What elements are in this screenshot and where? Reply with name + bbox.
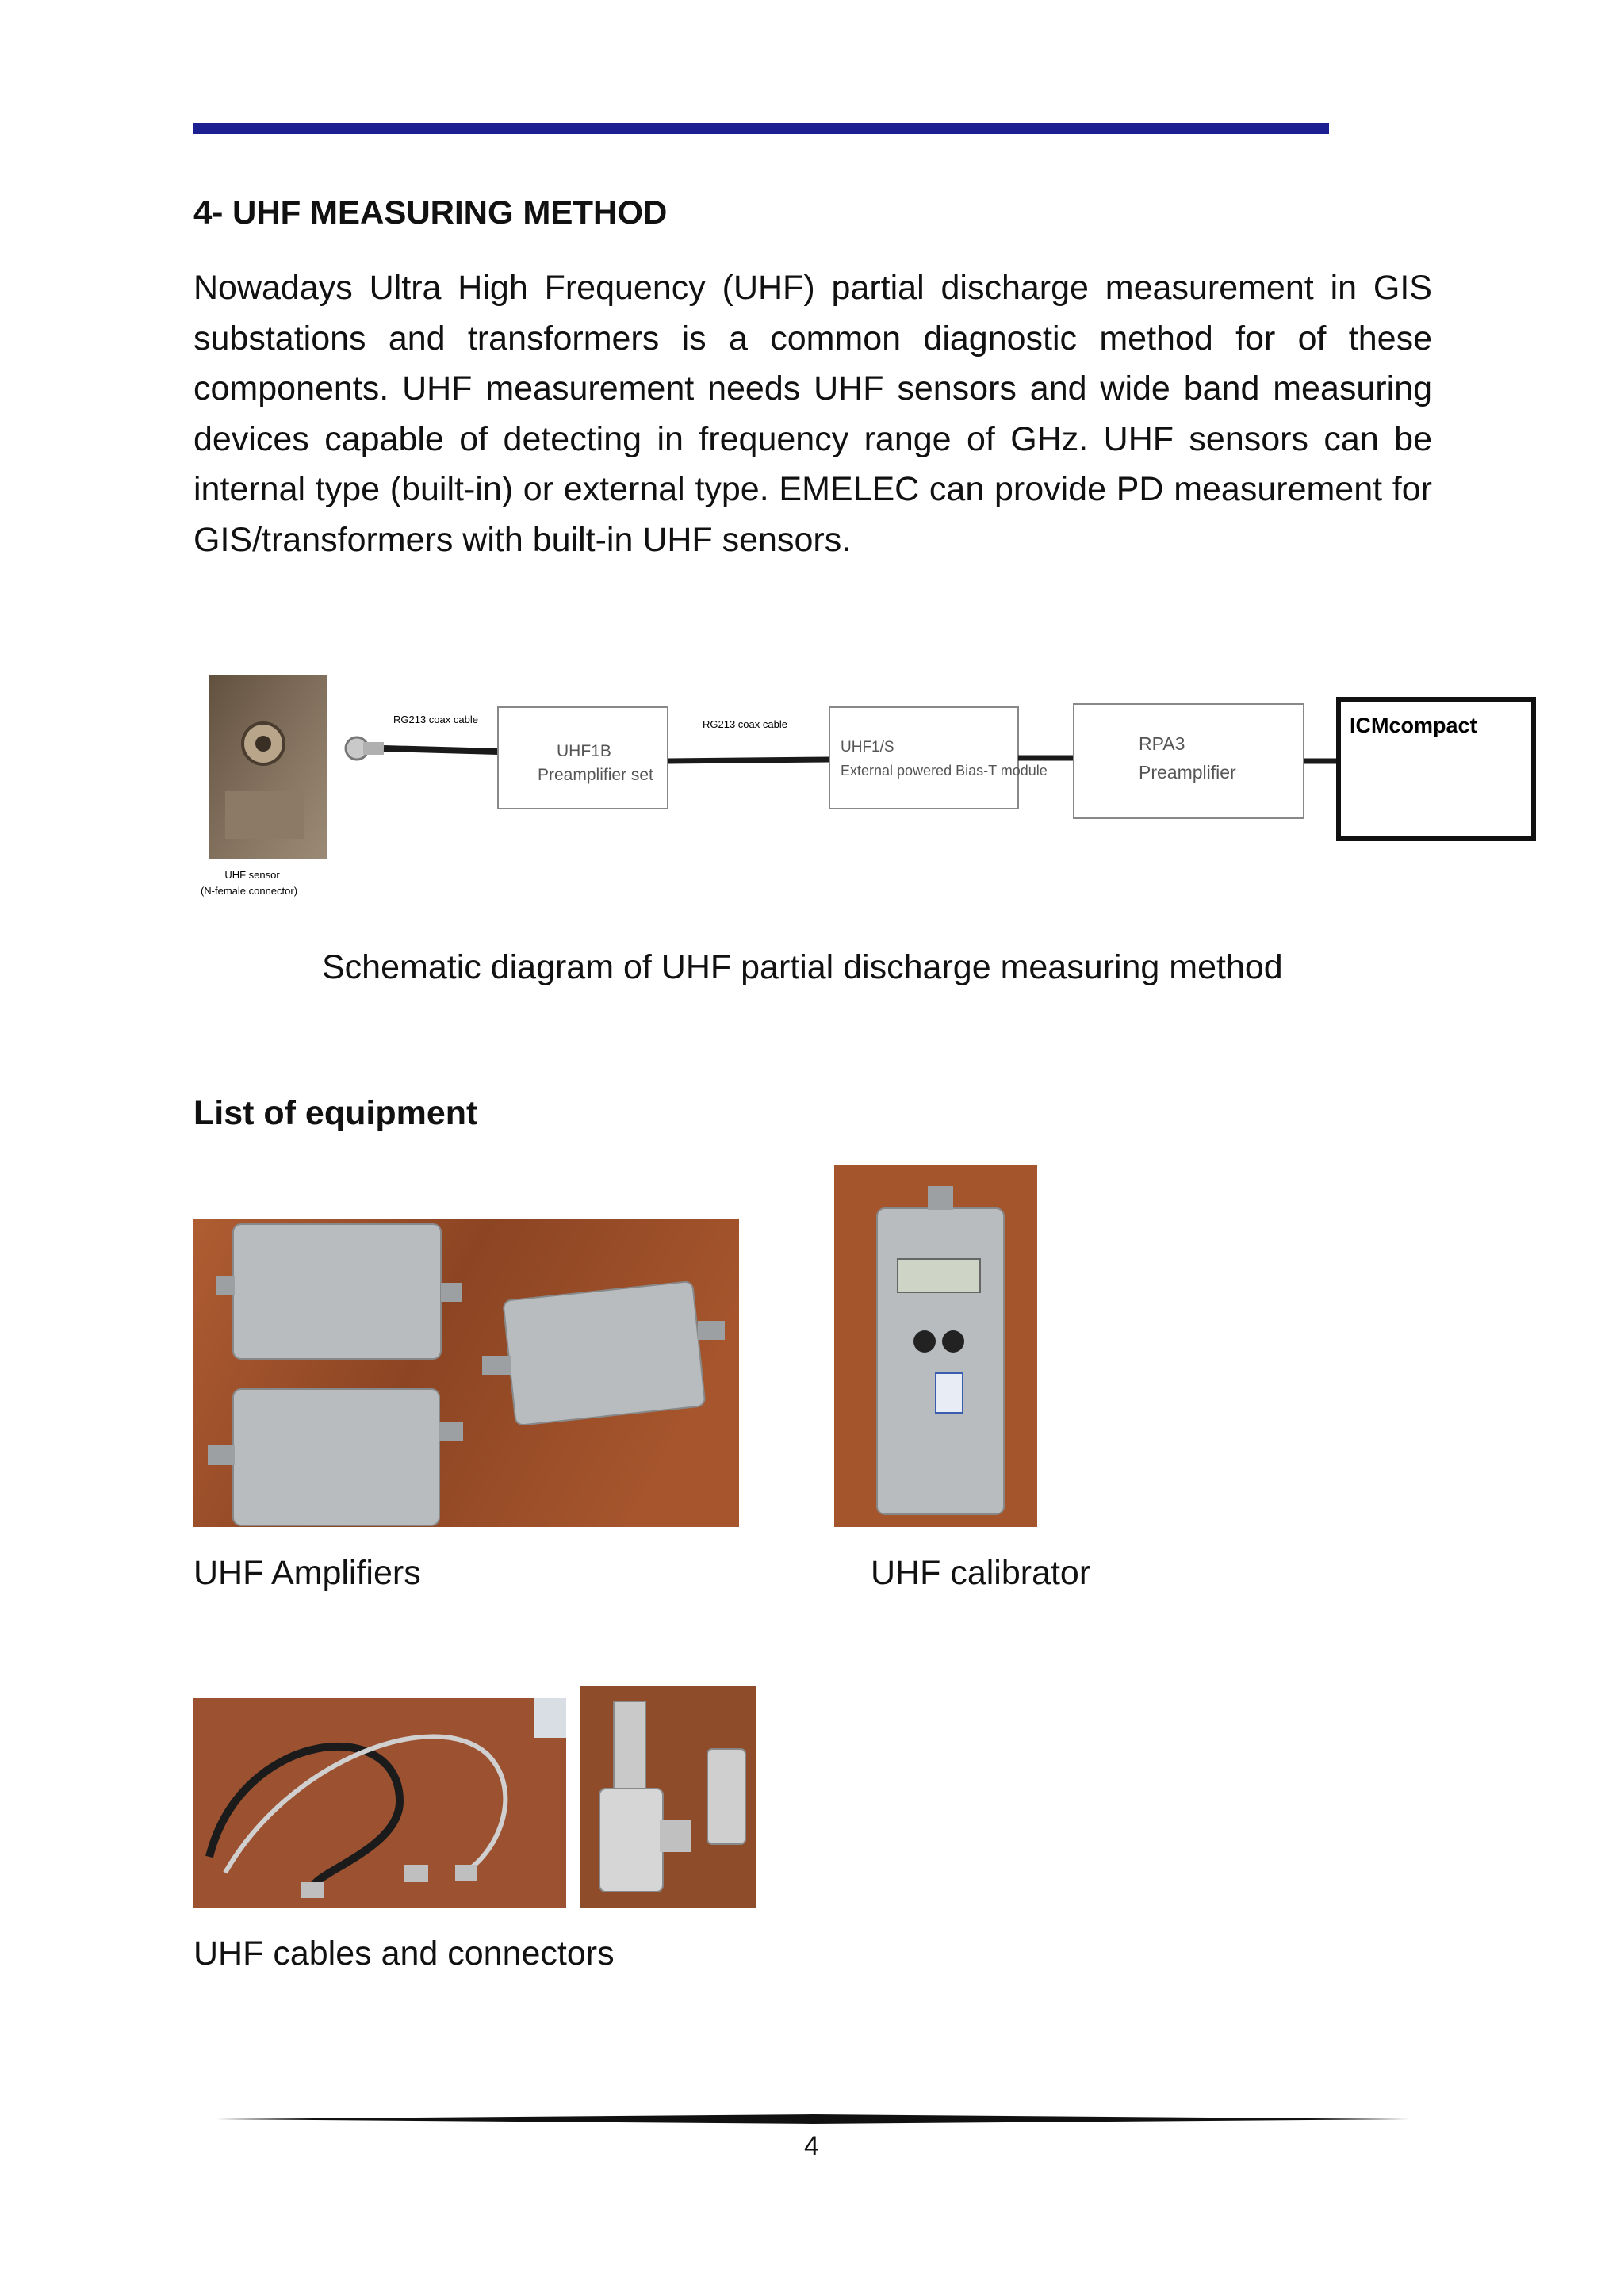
uhf-cables-photo bbox=[193, 1698, 566, 1908]
amplifiers-caption: UHF Amplifiers bbox=[193, 1554, 421, 1592]
box1-line1: UHF1B bbox=[557, 742, 611, 760]
coax-cable-2 bbox=[668, 760, 829, 761]
uhf-sensor-photo bbox=[209, 675, 327, 859]
rpa3-box bbox=[1074, 704, 1304, 818]
sensor-label-line2: (N-female connector) bbox=[200, 885, 298, 897]
cables-caption: UHF cables and connectors bbox=[193, 1934, 615, 1973]
uhf-connectors-photo bbox=[580, 1686, 756, 1908]
uhf-calibrator-photo bbox=[834, 1165, 1037, 1527]
box1-line2: Preamplifier set bbox=[538, 766, 653, 784]
box3-line2: Preamplifier bbox=[1139, 762, 1236, 783]
diagram-caption: Schematic diagram of UHF partial discharge measuring method bbox=[322, 948, 1283, 986]
box3-line1: RPA3 bbox=[1139, 733, 1185, 754]
box2-line1: UHF1/S bbox=[841, 739, 894, 756]
cable2-label: RG213 coax cable bbox=[703, 718, 787, 730]
equipment-heading: List of equipment bbox=[193, 1094, 478, 1132]
footer-rule bbox=[216, 2111, 1410, 2127]
cable1-label: RG213 coax cable bbox=[393, 714, 478, 725]
sensor-label-line1: UHF sensor bbox=[224, 869, 280, 881]
box4-label: ICMcompact bbox=[1350, 714, 1477, 737]
page-number: 4 bbox=[804, 2131, 819, 2161]
body-paragraph: Nowadays Ultra High Frequency (UHF) partial discharge measurement in GIS substations and transformers is a common diagnostic method for of these components. UHF measurement needs UHF sensors and wide band measuring devices capable of detecting in frequency range of GHz. UHF sensors can be internal type (built-in) or external type. EMELEC can provide PD measurement for GIS/transformers with built-in UHF sensors. bbox=[193, 269, 1432, 559]
n-connector-icon bbox=[346, 737, 384, 760]
coax-cable-1 bbox=[384, 748, 498, 752]
section-heading: 4- UHF MEASURING METHOD bbox=[193, 193, 668, 231]
calibrator-caption: UHF calibrator bbox=[871, 1554, 1091, 1592]
uhf1s-box bbox=[829, 707, 1018, 809]
header-rule bbox=[193, 123, 1329, 134]
uhf-amplifiers-photo bbox=[193, 1219, 739, 1527]
schematic-diagram bbox=[193, 672, 1537, 902]
box2-line2: External powered Bias-T module bbox=[841, 763, 1048, 779]
